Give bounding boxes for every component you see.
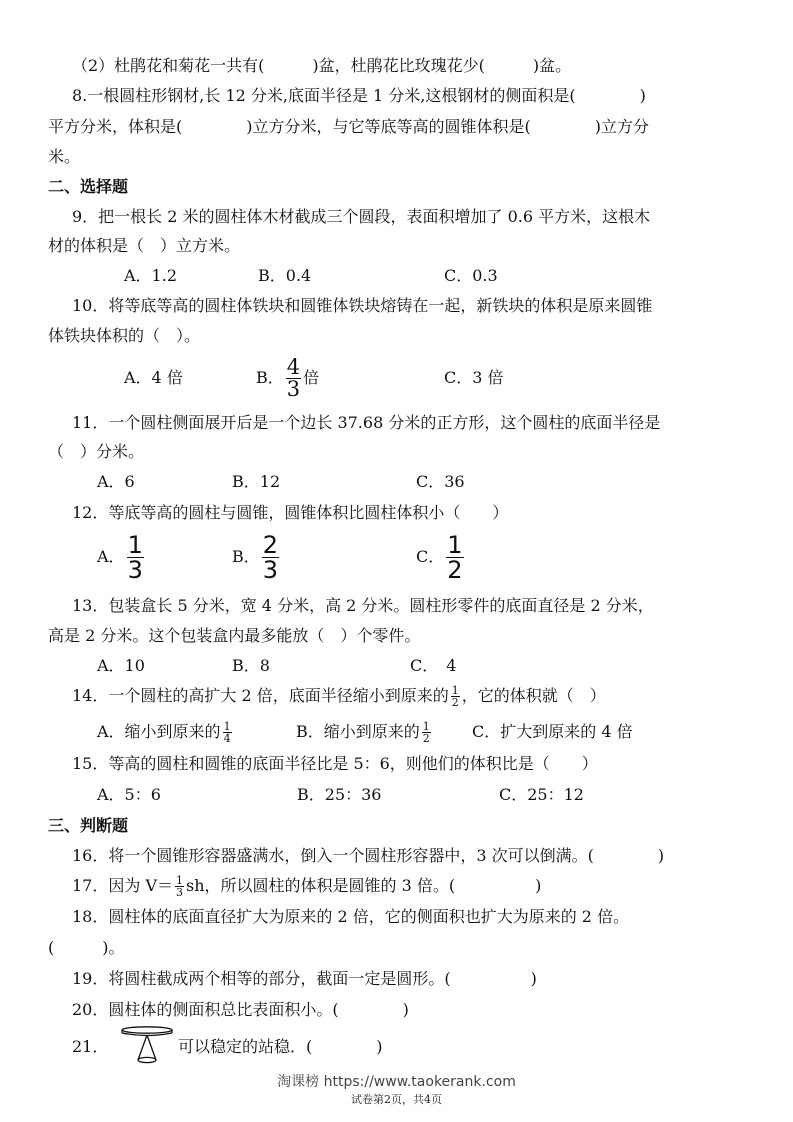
q15-option-c: C．25：12 xyxy=(499,785,584,804)
fraction-two-thirds: $\frac{2}{3}$ xyxy=(262,531,279,584)
q17: 17．因为 V＝ $\frac{1}{3}$ sh，所以圆柱的体积是圆锥的 3 倍。( ) xyxy=(72,874,542,899)
q14-option-b: B．缩小到原来的 $\frac{1}{2}$ xyxy=(296,720,430,745)
footer-page-number: 试卷第2页，共4页 xyxy=(351,1093,442,1106)
q13-option-b: B．8 xyxy=(232,656,270,675)
fraction-four-thirds: $\frac{4}{3}$ xyxy=(286,355,301,401)
q15-option-a: A．5：6 xyxy=(97,785,161,804)
q9-line1: 9．把一根长 2 米的圆柱体木材截成三个圆段，表面积增加了 0.6 平方米，这根木 xyxy=(72,207,651,226)
q12-option-a: A． $\frac{1}{3}$ xyxy=(97,531,143,584)
q12-option-c: C． $\frac{1}{2}$ xyxy=(416,531,463,584)
q10-option-c: C．3 倍 xyxy=(444,368,504,387)
q11-line1: 11．一个圆柱侧面展开后是一个边长 37.68 分米的正方形，这个圆柱的底面半径是 xyxy=(72,413,661,432)
stool-figure-icon xyxy=(118,1024,176,1068)
q13-line1: 13．包装盒长 5 分米，宽 4 分米，高 2 分米。圆柱形零件的底面直径是 2 分米， xyxy=(72,596,654,615)
section-choice-heading: 二、选择题 xyxy=(48,177,129,196)
section-judge-heading: 三、判断题 xyxy=(48,816,129,835)
q8-line1: 8.一根圆柱形钢材,长 12 分米,底面半径是 1 分米,这根钢材的侧面积是( ) xyxy=(72,86,646,105)
q16: 16．将一个圆锥形容器盛满水，倒入一个圆柱形容器中，3 次可以倒满。( ) xyxy=(72,846,665,865)
q9-option-b: B．0.4 xyxy=(258,266,312,285)
q18-line2: ( )。 xyxy=(48,938,125,957)
q14-stem: 14．一个圆柱的高扩大 2 倍，底面半径缩小到原来的 $\frac{1}{2}$ ，它的体积就（ ） xyxy=(72,684,606,709)
q7-part2: （2）杜鹃花和菊花一共有( )盆，杜鹃花比玫瑰花少( )盆。 xyxy=(72,56,572,75)
q13-line2: 高是 2 分米。这个包装盒内最多能放（ ）个零件。 xyxy=(48,626,421,645)
q15-stem: 15．等高的圆柱和圆锥的底面半径比是 5：6，则他们的体积比是（ ） xyxy=(72,754,598,773)
q9-option-c: C．0.3 xyxy=(444,266,498,285)
q13-option-a: A．10 xyxy=(97,656,145,675)
fraction-one-half: $\frac{1}{2}$ xyxy=(447,531,463,584)
q11-line2: （ ）分米。 xyxy=(48,442,145,461)
q9-option-a: A．1.2 xyxy=(124,266,178,285)
q10-line2: 体铁块体积的（ ）。 xyxy=(48,326,201,345)
q15-option-b: B．25：36 xyxy=(297,785,382,804)
fraction-one-quarter-small: $\frac{1}{4}$ xyxy=(223,720,231,745)
fraction-one-third-small: $\frac{1}{3}$ xyxy=(176,874,184,899)
fraction-one-third: $\frac{1}{3}$ xyxy=(127,531,143,584)
footer-site-link[interactable]: 淘课榜 https://www.taokerank.com xyxy=(277,1074,516,1090)
q11-option-a: A．6 xyxy=(97,472,135,491)
q12-stem: 12．等底等高的圆柱与圆锥，圆锥体积比圆柱体积小（ ） xyxy=(72,503,509,522)
fraction-one-half-small: $\frac{1}{2}$ xyxy=(451,684,459,709)
q11-option-c: C．36 xyxy=(416,472,465,491)
fraction-one-half-small: $\frac{1}{2}$ xyxy=(422,720,430,745)
q9-line2: 材的体积是（ ）立方米。 xyxy=(48,236,241,255)
q21-text: 可以稳定的站稳．( ) xyxy=(178,1037,383,1056)
q19: 19．将圆柱截成两个相等的部分，截面一定是圆形。( ) xyxy=(72,969,537,988)
q8-line3: 米。 xyxy=(48,147,81,166)
q14-option-c: C．扩大到原来的 4 倍 xyxy=(472,722,633,741)
q10-line1: 10．将等底等高的圆柱体铁块和圆锥体铁块熔铸在一起，新铁块的体积是原来圆锥 xyxy=(72,296,653,315)
q10-option-b: B． $\frac{4}{3}$ 倍 xyxy=(256,355,320,401)
q11-option-b: B．12 xyxy=(232,472,281,491)
q8-line2: 平方分米，体积是( )立方分米，与它等底等高的圆锥体积是( )立方分 xyxy=(48,117,649,136)
q14-option-a: A．缩小到原来的 $\frac{1}{4}$ xyxy=(97,720,231,745)
q10-option-a: A．4 倍 xyxy=(124,368,183,387)
q20: 20．圆柱体的侧面积总比表面积小。( ) xyxy=(72,1000,409,1019)
q21-number: 21． xyxy=(72,1037,109,1056)
q12-option-b: B． $\frac{2}{3}$ xyxy=(232,531,279,584)
q13-option-c: C． 4 xyxy=(410,656,457,675)
q18-line1: 18．圆柱体的底面直径扩大为原来的 2 倍，它的侧面积也扩大为原来的 2 倍。 xyxy=(72,907,630,926)
